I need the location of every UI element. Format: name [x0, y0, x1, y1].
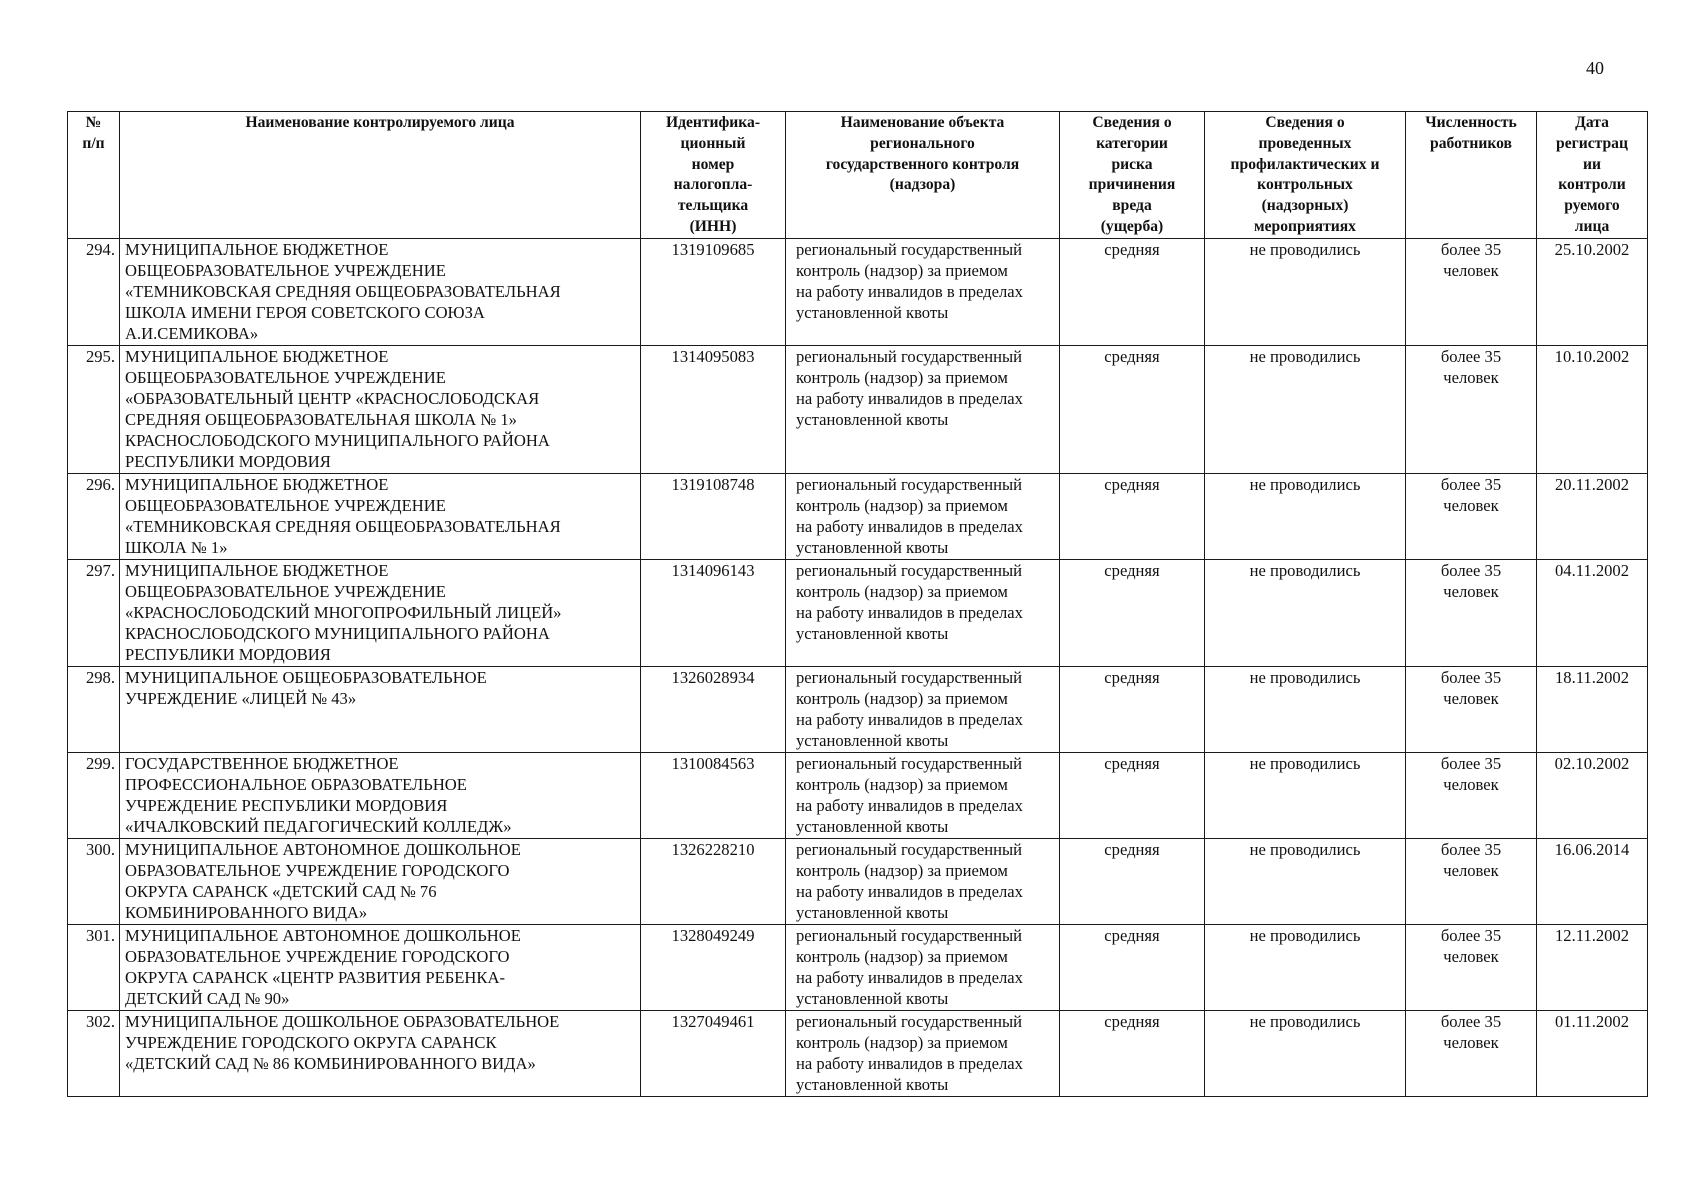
registration-date-cell: 01.11.2002: [1537, 1010, 1648, 1096]
table-row: [68, 1010, 1648, 1096]
registration-date-cell: 04.11.2002: [1537, 559, 1648, 666]
control-events-cell: не проводились: [1205, 838, 1406, 924]
entity-name-cell: МУНИЦИПАЛЬНОЕ ДОШКОЛЬНОЕ ОБРАЗОВАТЕЛЬНОЕ УЧРЕЖДЕНИЕ ГОРОДСКОГО ОКРУГА САРАНСК «ДЕТСКИЙ САД № 86 КОМБИНИРОВАННОГО ВИДА»: [120, 1010, 641, 1096]
entity-name-cell: МУНИЦИПАЛЬНОЕ ОБЩЕОБРАЗОВАТЕЛЬНОЕ УЧРЕЖДЕНИЕ «ЛИЦЕЙ № 43»: [120, 666, 641, 752]
table-row: [68, 924, 1648, 1010]
row-number-cell: 296.: [68, 473, 120, 559]
control-object-cell: региональный государственный контроль (надзор) за приемом на работу инвалидов в пределах установленной квоты: [786, 345, 1060, 473]
control-object-cell: региональный государственный контроль (надзор) за приемом на работу инвалидов в пределах установленной квоты: [786, 473, 1060, 559]
row-number-cell: 294.: [68, 238, 120, 345]
inn-value-cell: 1326228210: [641, 838, 786, 924]
header-controlled-entity-name: Наименование контролируемого лица: [120, 112, 641, 239]
header-risk-category: Сведения о категории риска причинения вреда (ущерба): [1060, 112, 1205, 239]
control-events-cell: не проводились: [1205, 559, 1406, 666]
entity-name-cell: МУНИЦИПАЛЬНОЕ БЮДЖЕТНОЕ ОБЩЕОБРАЗОВАТЕЛЬНОЕ УЧРЕЖДЕНИЕ «ОБРАЗОВАТЕЛЬНЫЙ ЦЕНТР «КРАСНОСЛОБОДСКАЯ СРЕДНЯЯ ОБЩЕОБРАЗОВАТЕЛЬНАЯ ШКОЛА № 1» КРАСНОСЛОБОДСКОГО МУНИЦИПАЛЬНОГО РАЙОНА РЕСПУБЛИКИ МОРДОВИЯ: [120, 345, 641, 473]
row-number-cell: 301.: [68, 924, 120, 1010]
row-number-cell: 298.: [68, 666, 120, 752]
header-control-events: Сведения о проведенных профилактических и контрольных (надзорных) мероприятиях: [1205, 112, 1406, 239]
table-row: [68, 345, 1648, 473]
table-row: [68, 838, 1648, 924]
row-number-cell: 299.: [68, 752, 120, 838]
risk-category-cell: средняя: [1060, 838, 1205, 924]
header-row-number: № п/п: [68, 112, 120, 239]
header-registration-date: Дата регистрац ии контроли руемого лица: [1537, 112, 1648, 239]
table-row: [68, 238, 1648, 345]
control-events-cell: не проводились: [1205, 473, 1406, 559]
entity-name-cell: МУНИЦИПАЛЬНОЕ АВТОНОМНОЕ ДОШКОЛЬНОЕ ОБРАЗОВАТЕЛЬНОЕ УЧРЕЖДЕНИЕ ГОРОДСКОГО ОКРУГА САРАНСК «ЦЕНТР РАЗВИТИЯ РЕБЕНКА- ДЕТСКИЙ САД № 90»: [120, 924, 641, 1010]
control-events-cell: не проводились: [1205, 345, 1406, 473]
inn-value-cell: 1314095083: [641, 345, 786, 473]
staff-count-cell: более 35 человек: [1406, 238, 1537, 345]
registration-date-cell: 10.10.2002: [1537, 345, 1648, 473]
row-number-cell: 300.: [68, 838, 120, 924]
staff-count-cell: более 35 человек: [1406, 473, 1537, 559]
inn-value-cell: 1319109685: [641, 238, 786, 345]
table-row: [68, 559, 1648, 666]
risk-category-cell: средняя: [1060, 473, 1205, 559]
entity-name-cell: МУНИЦИПАЛЬНОЕ АВТОНОМНОЕ ДОШКОЛЬНОЕ ОБРАЗОВАТЕЛЬНОЕ УЧРЕЖДЕНИЕ ГОРОДСКОГО ОКРУГА САРАНСК «ДЕТСКИЙ САД № 76 КОМБИНИРОВАННОГО ВИДА»: [120, 838, 641, 924]
entity-name-cell: ГОСУДАРСТВЕННОЕ БЮДЖЕТНОЕ ПРОФЕССИОНАЛЬНОЕ ОБРАЗОВАТЕЛЬНОЕ УЧРЕЖДЕНИЕ РЕСПУБЛИКИ МОРДОВИЯ «ИЧАЛКОВСКИЙ ПЕДАГОГИЧЕСКИЙ КОЛЛЕДЖ»: [120, 752, 641, 838]
risk-category-cell: средняя: [1060, 559, 1205, 666]
registry-table: [67, 111, 1648, 1097]
risk-category-cell: средняя: [1060, 345, 1205, 473]
staff-count-cell: более 35 человек: [1406, 559, 1537, 666]
inn-value-cell: 1327049461: [641, 1010, 786, 1096]
registration-date-cell: 25.10.2002: [1537, 238, 1648, 345]
control-object-cell: региональный государственный контроль (надзор) за приемом на работу инвалидов в пределах установленной квоты: [786, 752, 1060, 838]
inn-value-cell: 1326028934: [641, 666, 786, 752]
registration-date-cell: 18.11.2002: [1537, 666, 1648, 752]
risk-category-cell: средняя: [1060, 238, 1205, 345]
entity-name-cell: МУНИЦИПАЛЬНОЕ БЮДЖЕТНОЕ ОБЩЕОБРАЗОВАТЕЛЬНОЕ УЧРЕЖДЕНИЕ «ТЕМНИКОВСКАЯ СРЕДНЯЯ ОБЩЕОБРАЗОВАТЕЛЬНАЯ ШКОЛА № 1»: [120, 473, 641, 559]
staff-count-cell: более 35 человек: [1406, 752, 1537, 838]
table-body: [68, 238, 1648, 1096]
registration-date-cell: 16.06.2014: [1537, 838, 1648, 924]
control-object-cell: региональный государственный контроль (надзор) за приемом на работу инвалидов в пределах установленной квоты: [786, 666, 1060, 752]
inn-value-cell: 1310084563: [641, 752, 786, 838]
row-number-cell: 297.: [68, 559, 120, 666]
header-inn: Идентифика- ционный номер налогопла- тельщика (ИНН): [641, 112, 786, 239]
row-number-cell: 295.: [68, 345, 120, 473]
staff-count-cell: более 35 человек: [1406, 345, 1537, 473]
staff-count-cell: более 35 человек: [1406, 1010, 1537, 1096]
staff-count-cell: более 35 человек: [1406, 924, 1537, 1010]
table-row: [68, 473, 1648, 559]
risk-category-cell: средняя: [1060, 666, 1205, 752]
control-object-cell: региональный государственный контроль (надзор) за приемом на работу инвалидов в пределах установленной квоты: [786, 838, 1060, 924]
inn-value-cell: 1314096143: [641, 559, 786, 666]
inn-value-cell: 1319108748: [641, 473, 786, 559]
page-number: 40: [1586, 58, 1604, 78]
entity-name-cell: МУНИЦИПАЛЬНОЕ БЮДЖЕТНОЕ ОБЩЕОБРАЗОВАТЕЛЬНОЕ УЧРЕЖДЕНИЕ «КРАСНОСЛОБОДСКИЙ МНОГОПРОФИЛЬНЫЙ ЛИЦЕЙ» КРАСНОСЛОБОДСКОГО МУНИЦИПАЛЬНОГО РАЙОНА РЕСПУБЛИКИ МОРДОВИЯ: [120, 559, 641, 666]
risk-category-cell: средняя: [1060, 1010, 1205, 1096]
row-number-cell: 302.: [68, 1010, 120, 1096]
registration-date-cell: 12.11.2002: [1537, 924, 1648, 1010]
control-object-cell: региональный государственный контроль (надзор) за приемом на работу инвалидов в пределах установленной квоты: [786, 559, 1060, 666]
table-row: [68, 752, 1648, 838]
risk-category-cell: средняя: [1060, 752, 1205, 838]
control-object-cell: региональный государственный контроль (надзор) за приемом на работу инвалидов в пределах установленной квоты: [786, 238, 1060, 345]
staff-count-cell: более 35 человек: [1406, 666, 1537, 752]
risk-category-cell: средняя: [1060, 924, 1205, 1010]
table-row: [68, 666, 1648, 752]
control-events-cell: не проводились: [1205, 238, 1406, 345]
control-events-cell: не проводились: [1205, 1010, 1406, 1096]
registration-date-cell: 02.10.2002: [1537, 752, 1648, 838]
header-staff-count: Численность работников: [1406, 112, 1537, 239]
table-header-row: [68, 112, 1648, 239]
control-events-cell: не проводились: [1205, 666, 1406, 752]
control-object-cell: региональный государственный контроль (надзор) за приемом на работу инвалидов в пределах установленной квоты: [786, 1010, 1060, 1096]
header-control-object: Наименование объекта регионального государственного контроля (надзора): [786, 112, 1060, 239]
entity-name-cell: МУНИЦИПАЛЬНОЕ БЮДЖЕТНОЕ ОБЩЕОБРАЗОВАТЕЛЬНОЕ УЧРЕЖДЕНИЕ «ТЕМНИКОВСКАЯ СРЕДНЯЯ ОБЩЕОБРАЗОВАТЕЛЬНАЯ ШКОЛА ИМЕНИ ГЕРОЯ СОВЕТСКОГО СОЮЗА А.И.СЕМИКОВА»: [120, 238, 641, 345]
control-events-cell: не проводились: [1205, 924, 1406, 1010]
control-object-cell: региональный государственный контроль (надзор) за приемом на работу инвалидов в пределах установленной квоты: [786, 924, 1060, 1010]
control-events-cell: не проводились: [1205, 752, 1406, 838]
inn-value-cell: 1328049249: [641, 924, 786, 1010]
registration-date-cell: 20.11.2002: [1537, 473, 1648, 559]
staff-count-cell: более 35 человек: [1406, 838, 1537, 924]
